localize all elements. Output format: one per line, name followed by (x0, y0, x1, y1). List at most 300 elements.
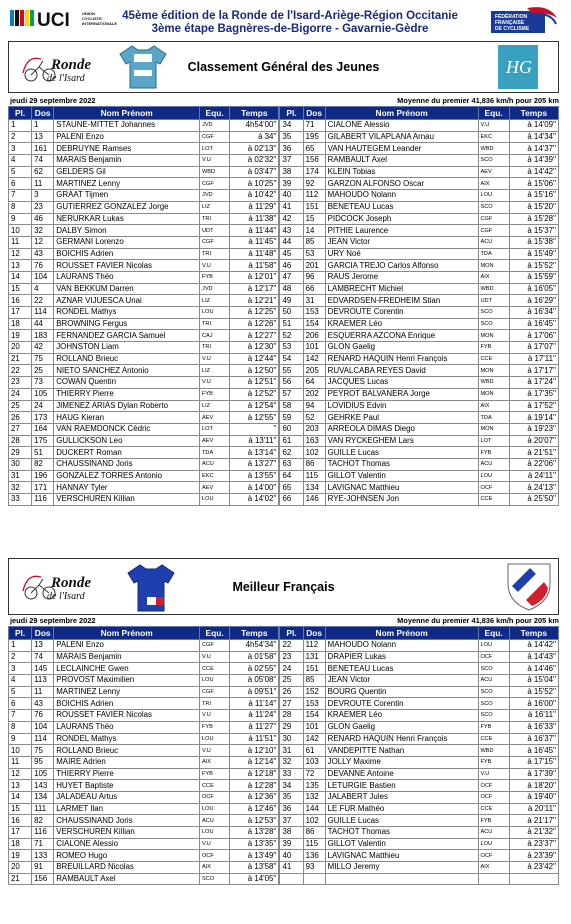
cell-time: à 19'40'' (509, 791, 558, 803)
cell-rank: 22 (9, 365, 32, 377)
cell-rank: 23 (9, 377, 32, 389)
cell-rider-name: DUCKERT Roman (54, 447, 200, 459)
cell-rank: 13 (9, 780, 32, 792)
cell-bib: 115 (303, 838, 325, 850)
cell-team-code: FYB (200, 721, 230, 733)
cell-rank: 11 (9, 236, 32, 248)
cell-time: à 13'27'' (230, 458, 279, 470)
cell-bib: 24 (32, 400, 54, 412)
cell-team-code: CGF (200, 236, 230, 248)
column-header-time: Temps (230, 107, 279, 120)
cell-time: à 11'48'' (230, 248, 279, 260)
cell-bib: 72 (303, 768, 325, 780)
table-row (9, 458, 559, 470)
svg-text:Ronde: Ronde (51, 575, 92, 591)
cell-team-code: AIX (200, 756, 230, 768)
cell-rank: 48 (280, 283, 303, 295)
svg-text:CYCLISTE: CYCLISTE (82, 16, 102, 21)
cell-rider-name: MAHOUDO Nolann (325, 190, 478, 202)
cell-rank: 3 (9, 663, 32, 675)
cell-team-code: FYB (478, 756, 509, 768)
cell-team-code: FYB (200, 388, 230, 400)
cell-team-code: CGF (478, 213, 509, 225)
cell-bib (303, 873, 325, 885)
cell-team-code: MON (478, 423, 509, 435)
cell-time: à 15'04'' (509, 675, 558, 687)
cell-bib: 76 (32, 260, 54, 272)
table-row (9, 827, 559, 839)
cell-rank: 41 (280, 862, 303, 874)
cell-team-code: WBD (200, 166, 230, 178)
cell-rank: 14 (9, 271, 32, 283)
cell-rank: 37 (280, 155, 303, 167)
table-row (9, 791, 559, 803)
cell-rank: 49 (280, 295, 303, 307)
cell-team-code: LOU (200, 733, 230, 745)
cell-time: à 10'25'' (230, 178, 279, 190)
cell-time: à 12'14'' (230, 756, 279, 768)
table-row (9, 663, 559, 675)
french-shield-icon (506, 562, 552, 612)
table-row (9, 710, 559, 722)
table-row (9, 365, 559, 377)
cell-team-code: LOU (478, 640, 509, 652)
cell-time: à 21'32'' (509, 827, 558, 839)
cell-team-code: TDA (478, 248, 509, 260)
cell-time: à 11'38'' (230, 213, 279, 225)
column-header-rider-name: Nom Prénom (54, 107, 200, 120)
cell-time: à 15'06'' (509, 178, 558, 190)
cell-rank: 23 (280, 651, 303, 663)
cell-time: à 12'50'' (230, 365, 279, 377)
cell-bib: 95 (32, 756, 54, 768)
cell-team-code: FYB (200, 768, 230, 780)
cell-rank: 6 (9, 698, 32, 710)
cell-time: à 25'50'' (509, 494, 558, 506)
cell-rider-name: RENARD HAQUIN Henri François (325, 733, 478, 745)
cell-rider-name: COWAN Quentin (54, 377, 200, 389)
cell-bib: 202 (303, 388, 325, 400)
cell-team-code: AIX (200, 862, 230, 874)
cell-rank: 57 (280, 388, 303, 400)
cell-time: à 19'14'' (509, 412, 558, 424)
cell-rank: 12 (9, 768, 32, 780)
cell-team-code: TRI (200, 248, 230, 260)
cell-rider-name: MARAIS Benjamin (54, 651, 200, 663)
cell-team-code: CCE (478, 353, 509, 365)
cell-rider-name: GULLICKSON Leo (54, 435, 200, 447)
cell-rank: 15 (9, 283, 32, 295)
cell-rider-name: GARZON ALFONSO Oscar (325, 178, 478, 190)
cell-bib: 42 (32, 342, 54, 354)
table-row (9, 236, 559, 248)
cell-time: à 03'47'' (230, 166, 279, 178)
table-row (9, 295, 559, 307)
cell-time: à 11'14'' (230, 698, 279, 710)
cell-rider-name: BOURG Quentin (325, 686, 478, 698)
cell-rank: 52 (280, 330, 303, 342)
cell-bib: 51 (32, 447, 54, 459)
cell-rider-name: GEHRKE Paul (325, 412, 478, 424)
cell-time: à 15'28'' (509, 213, 558, 225)
cell-bib: 3 (32, 190, 54, 202)
cell-team-code: FYB (478, 342, 509, 354)
cell-time: à 14'00'' (230, 482, 279, 494)
cell-rank: 7 (9, 190, 32, 202)
cell-time: à 14'05'' (230, 873, 279, 885)
ffc-logo (487, 6, 559, 36)
cell-time: à 14'42'' (509, 166, 558, 178)
cell-team-code: TDA (478, 412, 509, 424)
cell-time: à 14'46'' (509, 663, 558, 675)
cell-bib: 64 (303, 377, 325, 389)
cell-rider-name: THIERRY Pierre (54, 768, 200, 780)
cell-team-code: CGF (200, 178, 230, 190)
table-row (9, 815, 559, 827)
cell-rank: 28 (9, 435, 32, 447)
cell-team-code: LOU (478, 470, 509, 482)
cell-bib: 43 (32, 248, 54, 260)
cell-team-code: SCO (200, 873, 230, 885)
cell-team-code: LIZ (200, 365, 230, 377)
table-row (9, 756, 559, 768)
table-row (9, 131, 559, 143)
cell-bib: 134 (32, 791, 54, 803)
svg-text:FÉDÉRATION: FÉDÉRATION (495, 14, 528, 20)
table-row (9, 803, 559, 815)
cell-time: à 12'51'' (230, 377, 279, 389)
cell-rider-name: BOICHIS Adrien (54, 248, 200, 260)
svg-text:INTERNATIONALE: INTERNATIONALE (82, 21, 118, 26)
cell-time: à 11'44'' (230, 225, 279, 237)
cell-time: à 16'11'' (509, 710, 558, 722)
table-row (9, 745, 559, 757)
cell-rider-name: ESQUERRA AZCONA Enrique (325, 330, 478, 342)
cell-team-code: LOU (200, 307, 230, 319)
cell-rider-name: VERSCHUREN Killian (54, 494, 200, 506)
cell-rank: 4 (9, 155, 32, 167)
cell-rider-name: RENARD HAQUIN Henri François (325, 353, 478, 365)
cell-bib: 75 (32, 353, 54, 365)
cell-bib: 13 (32, 640, 54, 652)
cell-rider-name: GILLOT Valentin (325, 838, 478, 850)
cell-rider-name: LETURGIE Bastien (325, 780, 478, 792)
table-header-row (9, 107, 559, 120)
cell-bib: 94 (303, 400, 325, 412)
cell-time: à 21'17'' (509, 815, 558, 827)
cell-time: à 34'' (230, 131, 279, 143)
cell-rider-name: HANNAY Tyler (54, 482, 200, 494)
cell-team-code: EKC (478, 131, 509, 143)
cell-time: à 11'45'' (230, 236, 279, 248)
cell-team-code: LIZ (200, 400, 230, 412)
cell-rider-name: ROLLAND Brieuc (54, 745, 200, 757)
cell-rider-name: JALADEAU Artus (54, 791, 200, 803)
svg-text:HG: HG (506, 57, 532, 77)
column-header-rank: Pl. (9, 107, 32, 120)
cell-rank: 3 (9, 143, 32, 155)
column-header-team-code: Equ. (478, 107, 509, 120)
cell-rank: 29 (280, 721, 303, 733)
cell-time: à 14'42'' (509, 640, 558, 652)
cell-bib: 71 (32, 838, 54, 850)
table-row (9, 166, 559, 178)
cell-team-code: AEV (200, 435, 230, 447)
cell-rider-name: BREUILLARD Nicolas (54, 862, 200, 874)
column-header-time: Temps (509, 107, 558, 120)
cell-time: 4h54'00'' (230, 120, 279, 132)
cell-bib: 175 (32, 435, 54, 447)
cell-rank: 25 (280, 675, 303, 687)
cell-rank: 45 (280, 248, 303, 260)
cell-bib: 205 (303, 365, 325, 377)
cell-team-code: ACU (478, 827, 509, 839)
cell-bib: 144 (303, 803, 325, 815)
cell-rank: 1 (9, 120, 32, 132)
cell-team-code: LOT (200, 423, 230, 435)
cell-bib: 145 (32, 663, 54, 675)
cell-rank: 28 (280, 710, 303, 722)
cell-bib: 112 (303, 640, 325, 652)
cell-rank: 26 (9, 412, 32, 424)
cell-team-code: V.U (200, 260, 230, 272)
cell-rider-name: GILLOT Valentin (325, 470, 478, 482)
cell-time: à 16'45'' (509, 745, 558, 757)
cell-team-code: ACU (200, 815, 230, 827)
cell-bib: 104 (32, 271, 54, 283)
cell-rider-name: LARMET Ilan (54, 803, 200, 815)
table-row (9, 780, 559, 792)
cell-rider-name: KRAEMER Léo (325, 318, 478, 330)
cell-bib: 76 (32, 710, 54, 722)
table-row (9, 838, 559, 850)
cell-rank: 39 (280, 178, 303, 190)
cell-rank: 4 (9, 675, 32, 687)
cell-rank: 15 (9, 803, 32, 815)
cell-rider-name: ROLLAND Brieuc (54, 353, 200, 365)
cell-bib: 86 (303, 827, 325, 839)
cell-rank: 25 (9, 400, 32, 412)
cell-rider-name: RUVALCABA REYES David (325, 365, 478, 377)
cell-rider-name: CIALONE Alessio (54, 838, 200, 850)
cell-bib: 11 (32, 686, 54, 698)
cell-bib: 114 (32, 307, 54, 319)
cell-bib: 12 (32, 236, 54, 248)
cell-rider-name: LAVIGNAC Matthieu (325, 850, 478, 862)
cell-bib: 174 (303, 166, 325, 178)
cell-time: à 20'07'' (509, 435, 558, 447)
cell-team-code: OCF (478, 482, 509, 494)
cell-team-code: WBD (478, 283, 509, 295)
cell-rider-name: CHAUSSINAND Joris (54, 815, 200, 827)
cell-rank (280, 873, 303, 885)
cell-rank: 12 (9, 248, 32, 260)
cell-time: à 13'11'' (230, 435, 279, 447)
cell-team-code: CCE (200, 663, 230, 675)
cell-time: à 12'21'' (230, 295, 279, 307)
cell-rider-name: FERNANDEZ GARCIA Samuel (54, 330, 200, 342)
cell-time: à 14'39'' (509, 155, 558, 167)
table-row (9, 435, 559, 447)
table-row (9, 213, 559, 225)
cell-time: à 24'11'' (509, 470, 558, 482)
table-row (9, 862, 559, 874)
cell-rank: 35 (280, 131, 303, 143)
cell-rank: 20 (9, 862, 32, 874)
cell-bib: 75 (32, 745, 54, 757)
cell-team-code: UDT (478, 295, 509, 307)
cell-bib: 102 (303, 815, 325, 827)
cell-time: à 15'16'' (509, 190, 558, 202)
table-row (9, 494, 559, 506)
cell-time: à 11'27'' (230, 721, 279, 733)
table-row (9, 388, 559, 400)
cell-team-code: EKC (200, 470, 230, 482)
cell-rider-name: TACHOT Thomas (325, 827, 478, 839)
cell-bib: 66 (303, 283, 325, 295)
cell-rank: 55 (280, 365, 303, 377)
cell-rider-name: AZNAR VIJUESCA Unai (54, 295, 200, 307)
cell-rider-name: RONDEL Mathys (54, 733, 200, 745)
cell-rank: 24 (9, 388, 32, 400)
cell-rank: 8 (9, 201, 32, 213)
cell-rank: 39 (280, 838, 303, 850)
cell-rider-name: JOLLY Maxime (325, 756, 478, 768)
cell-team-code: CCE (478, 803, 509, 815)
cell-team-code: SCO (478, 686, 509, 698)
table-row (9, 120, 559, 132)
cell-rider-name: RONDEL Mathys (54, 307, 200, 319)
cell-rank: 21 (9, 873, 32, 885)
cell-time: à 12'18'' (230, 768, 279, 780)
hautes-pyrenees-logo (498, 45, 538, 89)
cell-bib: 142 (303, 353, 325, 365)
cell-bib: 104 (32, 721, 54, 733)
cell-bib: 154 (303, 318, 325, 330)
cell-bib: 134 (303, 482, 325, 494)
cell-rank: 56 (280, 377, 303, 389)
cell-time: à 12'01'' (230, 271, 279, 283)
stage-date: jeudi 29 septembre 2022 (10, 96, 96, 105)
cell-bib: 116 (32, 827, 54, 839)
cell-bib: 135 (303, 780, 325, 792)
cell-rank: 30 (9, 458, 32, 470)
cell-rank: 1 (9, 640, 32, 652)
cell-rider-name: LECLAINCHE Gwen (54, 663, 200, 675)
cell-rank: 66 (280, 494, 303, 506)
cell-time: à 16'05'' (509, 283, 558, 295)
cell-team-code: WBD (478, 745, 509, 757)
cell-team-code: OCF (478, 791, 509, 803)
cell-team-code: V.U (200, 377, 230, 389)
cell-bib: 44 (32, 318, 54, 330)
cell-rank: 43 (280, 225, 303, 237)
cell-rank: 38 (280, 166, 303, 178)
cell-rider-name: URY Noé (325, 248, 478, 260)
cell-time: '' (230, 423, 279, 435)
cell-time: à 11'24'' (230, 710, 279, 722)
cell-rider-name: CIALONE Alessio (325, 120, 478, 132)
cell-time: à 02'55'' (230, 663, 279, 675)
cell-rank: 19 (9, 850, 32, 862)
cell-rank: 7 (9, 710, 32, 722)
cell-rank: 26 (280, 686, 303, 698)
cell-team-code: AIX (478, 862, 509, 874)
column-header-rider-name: Nom Prénom (325, 107, 478, 120)
cell-team-code: TRI (200, 318, 230, 330)
cell-time: à 15'59'' (509, 271, 558, 283)
table-row (9, 143, 559, 155)
table-row (9, 850, 559, 862)
cell-rider-name: JEAN Victor (325, 675, 478, 687)
cell-bib: 153 (303, 698, 325, 710)
cell-time: à 17'35'' (509, 388, 558, 400)
cell-rank: 51 (280, 318, 303, 330)
cell-rider-name: BROWNING Fergus (54, 318, 200, 330)
cell-rider-name: RAMBAULT Axel (54, 873, 200, 885)
cell-rank: 65 (280, 482, 303, 494)
cell-rider-name: JALABERT Jules (325, 791, 478, 803)
cell-rank: 18 (9, 318, 32, 330)
cell-rank: 61 (280, 435, 303, 447)
table-row (9, 353, 559, 365)
cell-time: à 13'55'' (230, 470, 279, 482)
stage-title: 3ème étape Bagnères-de-Bigorre - Gavarnie-Gèdre (151, 23, 429, 35)
cell-rank: 29 (9, 447, 32, 459)
cell-team-code: AEV (200, 412, 230, 424)
cell-rider-name: GARCIA TREJO Carlos Alfonso (325, 260, 478, 272)
cell-rider-name: JACQUES Lucas (325, 377, 478, 389)
cell-rank: 31 (280, 745, 303, 757)
cell-bib: 195 (303, 131, 325, 143)
cell-team-code: UDT (200, 225, 230, 237)
cell-bib: 11 (32, 178, 54, 190)
cell-rider-name: HUYET Baptiste (54, 780, 200, 792)
cell-time: à 12'55'' (230, 412, 279, 424)
cell-bib: 173 (32, 412, 54, 424)
table-row (9, 698, 559, 710)
cell-team-code: CGF (200, 640, 230, 652)
cell-bib: 15 (303, 213, 325, 225)
cell-rank: 31 (9, 470, 32, 482)
cell-bib: 53 (303, 248, 325, 260)
cell-rider-name: KRAEMER Léo (325, 710, 478, 722)
column-header-time: Temps (230, 627, 279, 640)
cell-bib: 62 (32, 166, 54, 178)
cell-bib: 92 (303, 178, 325, 190)
cell-bib: 113 (32, 675, 54, 687)
cell-rank: 16 (9, 295, 32, 307)
table-row (9, 260, 559, 272)
cell-time: à 23'42'' (509, 862, 558, 874)
table-row (9, 873, 559, 885)
cell-bib: 105 (32, 768, 54, 780)
cell-time: à 15'52'' (509, 260, 558, 272)
cell-bib: 43 (32, 698, 54, 710)
cell-rider-name: GUILLE Lucas (325, 815, 478, 827)
cell-rank: 5 (9, 686, 32, 698)
cell-bib: 156 (303, 155, 325, 167)
svg-text:de l'Isard: de l'Isard (47, 73, 85, 84)
cell-team-code: ACU (478, 236, 509, 248)
cell-rider-name: LOVIDIUS Edvin (325, 400, 478, 412)
cell-time: à 16'34'' (509, 307, 558, 319)
cell-rider-name: MAHOUDO Nolann (325, 640, 478, 652)
cell-rank: 13 (9, 260, 32, 272)
cell-bib: 111 (32, 803, 54, 815)
cell-team-code: AEV (478, 166, 509, 178)
svg-text:DE CYCLISME: DE CYCLISME (495, 26, 530, 32)
